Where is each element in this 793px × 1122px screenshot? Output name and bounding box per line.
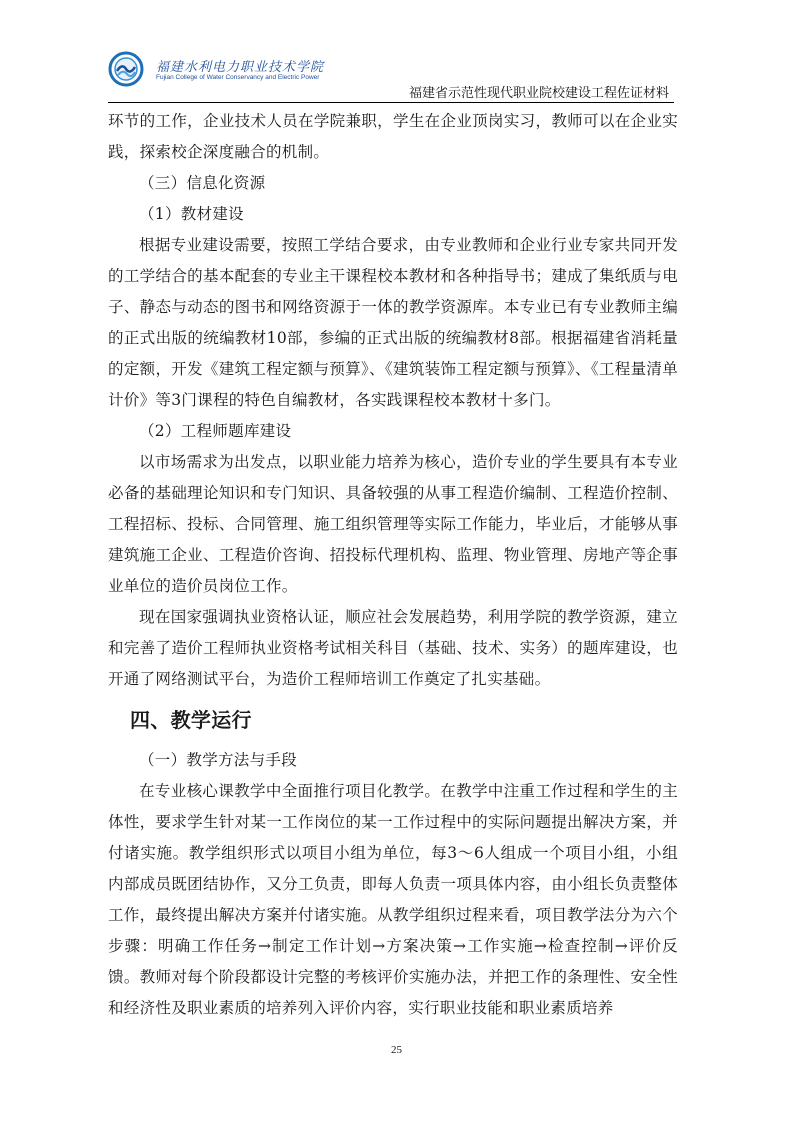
subsection-heading-question-bank: （2）工程师题库建设 [139, 422, 292, 440]
paragraph-textbooks: 根据专业建设需要，按照工学结合要求，由专业教师和企业行业专家共同开发的工学结合的基本配套的专业主干课程校本教材和各种指导书；建成了集纸质与电子、静态与动态的图书和网络资源于一体的教学资源库。本专业已有专业教师主编的正式出版的统编教材10部，参编的正式出版的统编教材8部。根据福建省消耗量的定额，开发《建筑工程定额与预算》、《建筑装饰工程定额与预算》、《工程量清单计价》等3门课程的特色自编教材，各实践课程校本教材十多门。 [108, 236, 678, 409]
section-heading-information-resources: （三）信息化资源 [139, 174, 266, 192]
college-logo [108, 51, 325, 87]
header-title: 福建省示范性现代职业院校建设工程佐证材料 [408, 85, 669, 100]
document-body [108, 106, 678, 1024]
paragraph-question-bank: 以市场需求为出发点，以职业能力培养为核心，造价专业的学生要具有本专业必备的基础理论知识和专门知识、具备较强的从事工程造价编制、工程造价控制、工程招标、投标、合同管理、施工组织管理等实际工作能力，毕业后，才能够从事建筑施工企业、工程造价咨询、招投标代理机构、监理、物业管理、房地产等企事业单位的造价员岗位工作。 [108, 453, 678, 595]
section-heading-teaching-methods: （一）教学方法与手段 [139, 751, 298, 769]
chapter-heading-teaching-operation: 四、教学运行 [130, 708, 252, 732]
paragraph-project-teaching: 在专业核心课教学中全面推行项目化教学。在教学中注重工作过程和学生的主体性，要求学生针对某一工作岗位的某一工作过程中的实际问题提出解决方案，并付诸实施。教学组织形式以项目小组为单位，每3～6人组成一个项目小组，小组内部成员既团结协作，又分工负责，即每人负责一项具体内容，由小组长负责整体工作，最终提出解决方案并付诸实施。从教学组织过程来看，项目教学法分为六个步骤：明确工作任务→制定工作计划→方案决策→工作实施→检查控制→评价反馈。教师对每个阶段都设计完整的考核评价实施办法，并把工作的条理性、安全性和经济性及职业素质的培养列入评价内容，实行职业技能和职业素质培养 [108, 782, 678, 1017]
college-emblem-icon [108, 51, 150, 87]
paragraph-continuation: 环节的工作，企业技术人员在学院兼职，学生在企业顶岗实习，教师可以在企业实践，探索校企深度融合的机制。 [108, 112, 678, 161]
paragraph-certification: 现在国家强调执业资格认证，顺应社会发展趋势，利用学院的教学资源，建立和完善了造价工程师执业资格考试相关科目（基础、技术、实务）的题库建设，也开通了网络测试平台，为造价工程师培训工作奠定了扎实基础。 [108, 608, 678, 688]
page-number: 25 [391, 1044, 402, 1056]
logo-chinese-name: 福建水利电力职业技术学院 [156, 60, 325, 75]
logo-english-name: Fujian College of Water Conservancy and Electric Power [156, 74, 320, 81]
page-header [0, 0, 793, 110]
subsection-heading-textbooks: （1）教材建设 [139, 205, 244, 223]
header-divider [108, 102, 674, 103]
